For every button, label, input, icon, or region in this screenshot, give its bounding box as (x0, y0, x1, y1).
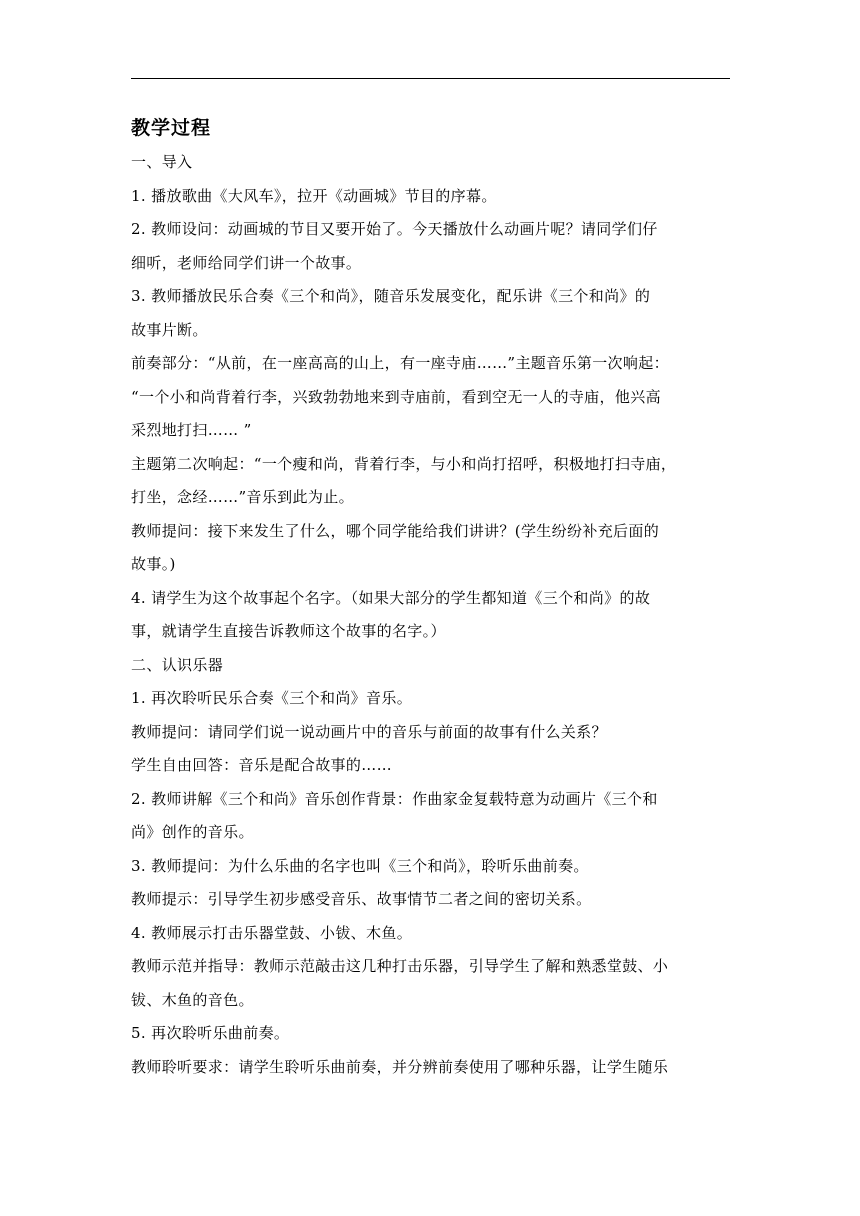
paragraph-line: 4. 请学生为这个故事起个名字。（如果大部分的学生都知道《三个和尚》的故 (131, 588, 651, 607)
paragraph (131, 1017, 731, 1051)
paragraph (131, 950, 731, 1017)
section-heading: 教学过程 (131, 117, 212, 139)
paragraph-line: 3. 教师提问：为什么乐曲的名字也叫《三个和尚》，聆听乐曲前奏。 (131, 856, 589, 875)
paragraph (131, 347, 731, 448)
paragraph-line: 故事片断。 (131, 320, 208, 339)
paragraph-line: 2. 教师讲解《三个和尚》音乐创作背景：作曲家金复载特意为动画片《三个和 (131, 789, 658, 808)
paragraph-line: 二、认识乐器 (131, 655, 224, 674)
paragraph-line: 事，就请学生直接告诉教师这个故事的名字。） (131, 622, 446, 640)
paragraph-line: 教师提问：接下来发生了什么，哪个同学能给我们讲讲？(学生纷纷补充后面的 (131, 521, 660, 540)
paragraph (131, 850, 731, 884)
paragraph (131, 180, 731, 214)
paragraph (131, 783, 731, 850)
paragraph-line: 教师提问：请同学们说一说动画片中的音乐与前面的故事有什么关系？ (131, 722, 607, 741)
paragraph (131, 280, 731, 347)
paragraph-line: 一、导入 (131, 153, 193, 171)
paragraph-line: 教师示范并指导：教师示范敲击这几种打击乐器，引导学生了解和熟悉堂鼓、小 (131, 957, 669, 975)
paragraph-line: 前奏部分：“从前，在一座高高的山上，有一座寺庙……”主题音乐第一次响起： (131, 354, 669, 372)
paragraph (131, 682, 731, 716)
paragraph (131, 649, 731, 683)
paragraph-line: 5. 再次聆听乐曲前奏。 (131, 1024, 290, 1042)
paragraph (131, 716, 731, 750)
paragraph (131, 582, 731, 649)
document-body (131, 110, 731, 1084)
paragraph-list (131, 146, 731, 1084)
paragraph-line: “一个小和尚背着行李，兴致勃勃地来到寺庙前，看到空无一人的寺庙，他兴高 (131, 387, 661, 406)
paragraph-line: 1. 再次聆听民乐合奏《三个和尚》音乐。 (131, 689, 413, 707)
paragraph (131, 515, 731, 582)
paragraph-line: 3. 教师播放民乐合奏《三个和尚》，随音乐发展变化，配乐讲《三个和尚》的 (131, 287, 651, 305)
paragraph-line: 2. 教师设问：动画城的节目又要开始了。今天播放什么动画片呢？请同学们仔 (131, 220, 658, 238)
paragraph-line: 打坐，念经……”音乐到此为止。 (131, 488, 354, 506)
paragraph-line: 1. 播放歌曲《大风车》，拉开《动画城》节目的序幕。 (131, 186, 497, 205)
paragraph (131, 917, 731, 951)
paragraph (131, 448, 731, 515)
paragraph-line: 钹、木鱼的音色。 (131, 990, 254, 1009)
paragraph-line: 学生自由回答：音乐是配合故事的…… (131, 756, 392, 774)
paragraph-line: 故事。) (131, 555, 176, 573)
paragraph (131, 883, 731, 917)
paragraph-line: 教师聆听要求：请学生聆听乐曲前奏，并分辨前奏使用了哪种乐器，让学生随乐 (131, 1057, 669, 1076)
paragraph (131, 1051, 731, 1085)
paragraph (131, 213, 731, 280)
header-rule (131, 78, 730, 79)
paragraph-line: 教师提示：引导学生初步感受音乐、故事情节二者之间的密切关系。 (131, 890, 592, 908)
paragraph-line: 主题第二次响起：“一个瘦和尚，背着行李，与小和尚打招呼，积极地打扫寺庙， (131, 454, 677, 473)
paragraph-line: 尚》创作的音乐。 (131, 823, 254, 841)
paragraph-line: 采烈地打扫…… ” (131, 421, 252, 439)
paragraph (131, 146, 731, 180)
paragraph-line: 细听，老师给同学们讲一个故事。 (131, 253, 362, 272)
paragraph-line: 4. 教师展示打击乐器堂鼓、小钹、木鱼。 (131, 923, 413, 942)
paragraph (131, 749, 731, 783)
